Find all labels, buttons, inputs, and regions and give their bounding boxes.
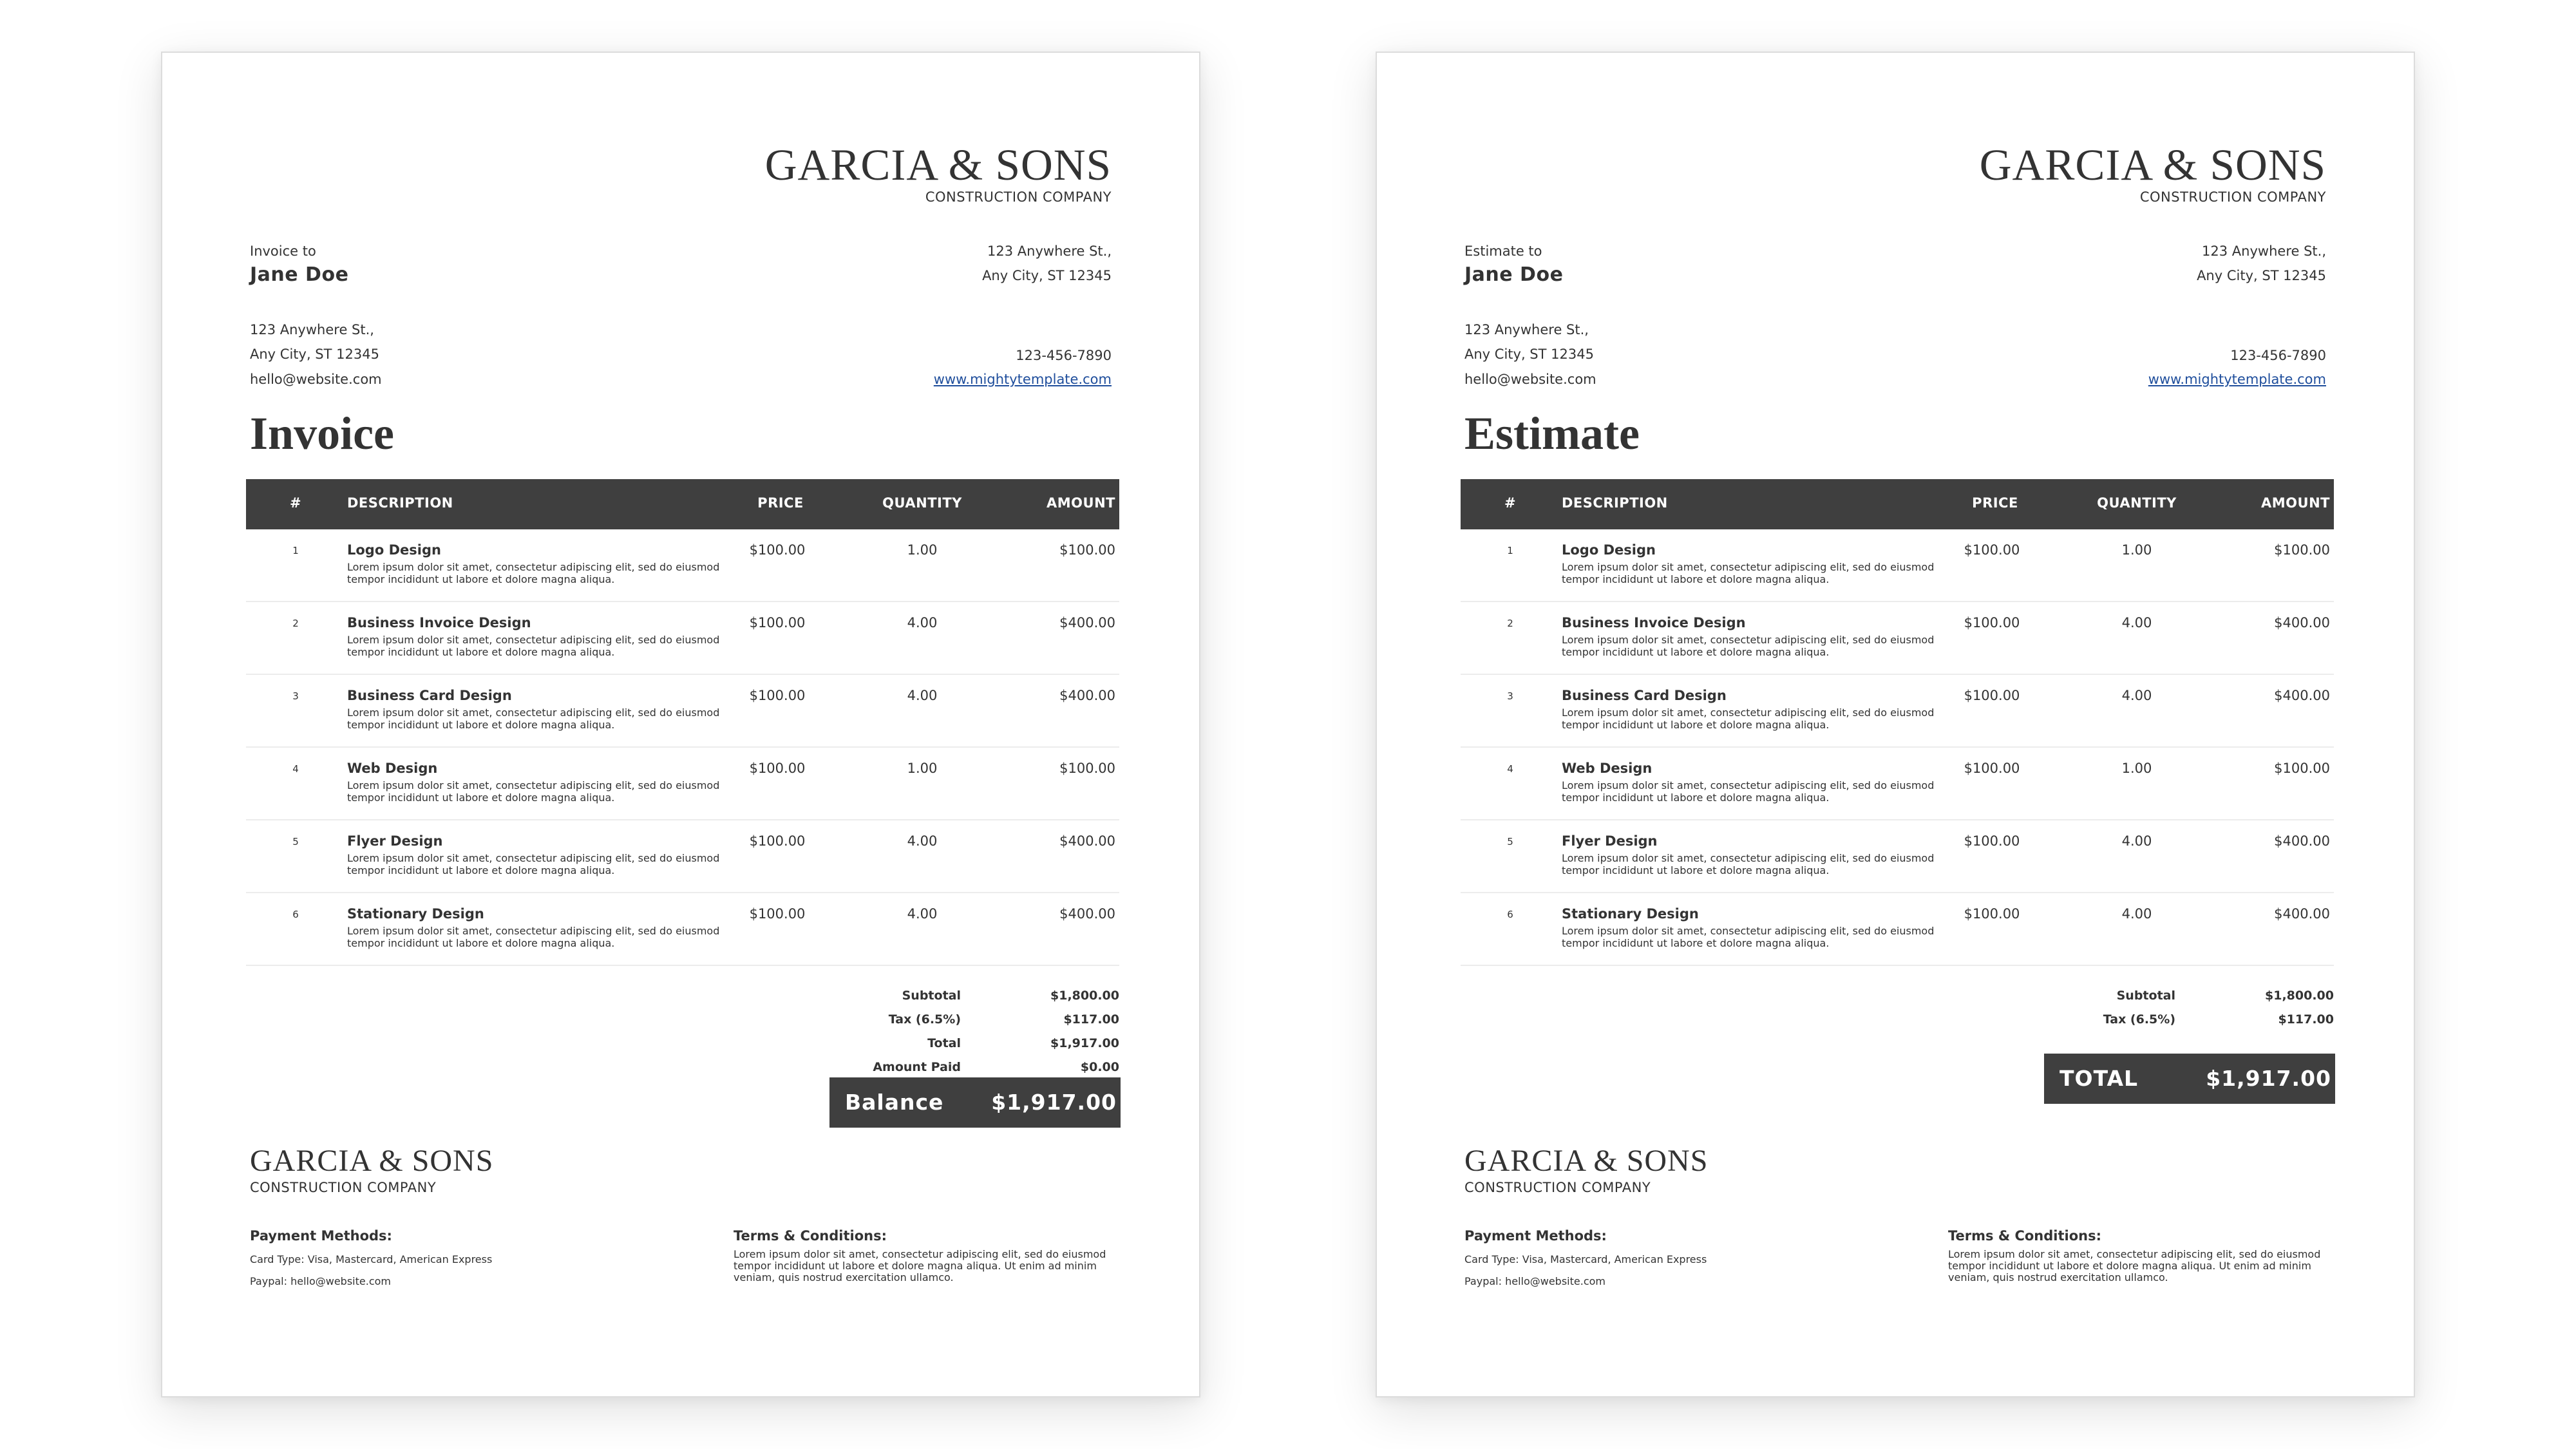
row-number: 1 [292, 545, 299, 556]
company-phone: 123-456-7890 [1016, 348, 1112, 363]
item-amount: $400.00 [2274, 833, 2330, 849]
terms-heading: Terms & Conditions: [1948, 1228, 2101, 1244]
item-description: Lorem ipsum dolor sit amet, consectetur adipiscing elit, sed do eiusmod tempor incididunt ut labore et dolore magna aliqua. [1562, 561, 1935, 585]
table-row [246, 748, 1119, 820]
footer-brand-subtitle: CONSTRUCTION COMPANY [250, 1180, 437, 1195]
item-quantity: 4.00 [2121, 906, 2152, 922]
summary-value-tax: $117.00 [2278, 1012, 2334, 1027]
client-street: 123 Anywhere St., [250, 322, 374, 337]
table-row [1461, 675, 2334, 748]
payment-card-types: Card Type: Visa, Mastercard, American Express [250, 1253, 493, 1265]
client-city: Any City, ST 12345 [250, 346, 379, 362]
item-title: Flyer Design [347, 833, 443, 849]
row-number: 5 [292, 836, 299, 848]
row-number: 1 [1507, 545, 1513, 556]
item-price: $100.00 [749, 688, 806, 703]
item-quantity: 1.00 [2121, 542, 2152, 558]
item-quantity: 1.00 [907, 542, 938, 558]
summary-value-total: $1,917.00 [1050, 1036, 1119, 1050]
summary-value-amount-paid: $0.00 [1080, 1060, 1119, 1074]
terms-text: Lorem ipsum dolor sit amet, consectetur adipiscing elit, sed do eiusmod tempor incididunt ut labore et dolore magna aliqua. Ut enim ad minim veniam, quis nostrud exercitation ullamco. [1948, 1248, 2321, 1283]
item-quantity: 4.00 [2121, 615, 2152, 630]
company-phone: 123-456-7890 [2230, 348, 2326, 363]
brand-subtitle: CONSTRUCTION COMPANY [925, 189, 1112, 205]
footer-brand-name: GARCIA & SONS [1464, 1144, 1709, 1178]
summary-value-tax: $117.00 [1063, 1012, 1119, 1027]
total-label: TOTAL [2060, 1066, 2139, 1091]
header-amount: AMOUNT [1046, 495, 1115, 511]
item-amount: $100.00 [2274, 761, 2330, 776]
summary-label-subtotal: Subtotal [902, 989, 961, 1003]
header-amount: AMOUNT [2261, 495, 2330, 511]
item-price: $100.00 [749, 542, 806, 558]
item-amount: $100.00 [1059, 542, 1115, 558]
row-number: 4 [292, 763, 299, 775]
item-title: Logo Design [1562, 542, 1656, 558]
item-quantity: 4.00 [2121, 688, 2152, 703]
brand-name: GARCIA & SONS [764, 140, 1112, 189]
company-street: 123 Anywhere St., [987, 243, 1112, 259]
table-header [246, 479, 1119, 529]
item-price: $100.00 [1964, 906, 2020, 922]
client-email: hello@website.com [250, 372, 382, 387]
item-amount: $400.00 [1059, 688, 1115, 703]
item-title: Stationary Design [347, 906, 484, 922]
item-price: $100.00 [749, 615, 806, 630]
row-number: 3 [292, 690, 299, 702]
table-row [246, 602, 1119, 675]
recipient-label: Invoice to [250, 243, 316, 259]
footer-brand-name: GARCIA & SONS [250, 1144, 494, 1178]
row-number: 2 [1507, 618, 1513, 629]
item-price: $100.00 [1964, 615, 2020, 630]
item-amount: $400.00 [1059, 615, 1115, 630]
client-name: Jane Doe [1464, 263, 1564, 286]
document-title: Estimate [1464, 408, 1640, 459]
row-number: 6 [1507, 909, 1513, 920]
company-website-link[interactable]: www.mightytemplate.com [933, 372, 1112, 387]
balance-box [829, 1077, 1121, 1128]
item-title: Logo Design [347, 542, 441, 558]
item-quantity: 1.00 [2121, 761, 2152, 776]
balance-label: Balance [845, 1090, 944, 1115]
item-description: Lorem ipsum dolor sit amet, consectetur adipiscing elit, sed do eiusmod tempor incididunt ut labore et dolore magna aliqua. [347, 561, 720, 585]
item-quantity: 4.00 [907, 615, 938, 630]
client-name: Jane Doe [250, 263, 349, 286]
item-title: Business Invoice Design [347, 615, 531, 630]
row-number: 6 [292, 909, 299, 920]
item-title: Business Card Design [347, 688, 512, 703]
payment-paypal: Paypal: hello@website.com [1464, 1275, 1605, 1287]
company-street: 123 Anywhere St., [2202, 243, 2326, 259]
document-title: Invoice [250, 408, 394, 459]
balance-value: $1,917.00 [991, 1090, 1117, 1115]
table-row [246, 893, 1119, 966]
item-amount: $400.00 [2274, 615, 2330, 630]
terms-heading: Terms & Conditions: [734, 1228, 887, 1244]
item-quantity: 4.00 [2121, 833, 2152, 849]
item-amount: $400.00 [2274, 688, 2330, 703]
item-description: Lorem ipsum dolor sit amet, consectetur adipiscing elit, sed do eiusmod tempor incididunt ut labore et dolore magna aliqua. [347, 706, 720, 731]
item-price: $100.00 [749, 833, 806, 849]
table-row [1461, 529, 2334, 602]
company-city: Any City, ST 12345 [2197, 268, 2326, 283]
payment-methods-heading: Payment Methods: [1464, 1228, 1607, 1244]
summary-label-amount-paid: Amount Paid [873, 1060, 961, 1074]
items-table [246, 479, 1119, 966]
item-amount: $100.00 [2274, 542, 2330, 558]
row-number: 4 [1507, 763, 1513, 775]
row-number: 5 [1507, 836, 1513, 848]
header-description: DESCRIPTION [1562, 495, 1668, 511]
payment-paypal: Paypal: hello@website.com [250, 1275, 391, 1287]
item-description: Lorem ipsum dolor sit amet, consectetur adipiscing elit, sed do eiusmod tempor incididunt ut labore et dolore magna aliqua. [347, 852, 720, 876]
brand-name: GARCIA & SONS [1979, 140, 2326, 189]
payment-card-types: Card Type: Visa, Mastercard, American Express [1464, 1253, 1707, 1265]
item-description: Lorem ipsum dolor sit amet, consectetur adipiscing elit, sed do eiusmod tempor incididunt ut labore et dolore magna aliqua. [347, 779, 720, 804]
summary-label-total: Total [927, 1036, 961, 1050]
footer-brand-subtitle: CONSTRUCTION COMPANY [1464, 1180, 1651, 1195]
header-price: PRICE [1972, 495, 2018, 511]
summary-value-subtotal: $1,800.00 [1050, 989, 1119, 1003]
table-row [246, 820, 1119, 893]
header-quantity: QUANTITY [882, 495, 962, 511]
header-num: # [289, 495, 302, 511]
table-row [1461, 602, 2334, 675]
item-amount: $400.00 [1059, 833, 1115, 849]
item-description: Lorem ipsum dolor sit amet, consectetur adipiscing elit, sed do eiusmod tempor incididunt ut labore et dolore magna aliqua. [347, 634, 720, 658]
item-quantity: 4.00 [907, 906, 938, 922]
header-quantity: QUANTITY [2097, 495, 2177, 511]
table-row [246, 529, 1119, 602]
client-city: Any City, ST 12345 [1464, 346, 1594, 362]
item-price: $100.00 [1964, 688, 2020, 703]
item-price: $100.00 [1964, 833, 2020, 849]
invoice-document [161, 52, 1200, 1397]
item-title: Business Invoice Design [1562, 615, 1746, 630]
item-price: $100.00 [749, 906, 806, 922]
table-row [1461, 748, 2334, 820]
row-number: 3 [1507, 690, 1513, 702]
summary-label-tax: Tax (6.5%) [888, 1012, 961, 1027]
company-website-link[interactable]: www.mightytemplate.com [2148, 372, 2326, 387]
company-city: Any City, ST 12345 [982, 268, 1112, 283]
item-description: Lorem ipsum dolor sit amet, consectetur adipiscing elit, sed do eiusmod tempor incididunt ut labore et dolore magna aliqua. [1562, 634, 1935, 658]
header-price: PRICE [757, 495, 804, 511]
row-number: 2 [292, 618, 299, 629]
item-amount: $400.00 [2274, 906, 2330, 922]
item-price: $100.00 [1964, 761, 2020, 776]
total-box [2044, 1054, 2335, 1104]
item-quantity: 1.00 [907, 761, 938, 776]
item-title: Business Card Design [1562, 688, 1727, 703]
item-amount: $400.00 [1059, 906, 1115, 922]
item-description: Lorem ipsum dolor sit amet, consectetur adipiscing elit, sed do eiusmod tempor incididunt ut labore et dolore magna aliqua. [1562, 779, 1935, 804]
summary-label-tax: Tax (6.5%) [2103, 1012, 2175, 1027]
client-email: hello@website.com [1464, 372, 1596, 387]
terms-text: Lorem ipsum dolor sit amet, consectetur adipiscing elit, sed do eiusmod tempor incididunt ut labore et dolore magna aliqua. Ut enim ad minim veniam, quis nostrud exercitation ullamco. [734, 1248, 1106, 1283]
client-street: 123 Anywhere St., [1464, 322, 1589, 337]
item-title: Web Design [347, 761, 438, 776]
item-price: $100.00 [749, 761, 806, 776]
items-table [1461, 479, 2334, 966]
item-title: Web Design [1562, 761, 1653, 776]
estimate-document [1376, 52, 2415, 1397]
table-row [1461, 820, 2334, 893]
table-row [1461, 893, 2334, 966]
item-title: Flyer Design [1562, 833, 1658, 849]
item-quantity: 4.00 [907, 833, 938, 849]
table-row [246, 675, 1119, 748]
item-description: Lorem ipsum dolor sit amet, consectetur adipiscing elit, sed do eiusmod tempor incididunt ut labore et dolore magna aliqua. [1562, 925, 1935, 949]
summary-value-subtotal: $1,800.00 [2265, 989, 2334, 1003]
recipient-label: Estimate to [1464, 243, 1542, 259]
item-price: $100.00 [1964, 542, 2020, 558]
header-description: DESCRIPTION [347, 495, 453, 511]
payment-methods-heading: Payment Methods: [250, 1228, 392, 1244]
brand-subtitle: CONSTRUCTION COMPANY [2139, 189, 2326, 205]
item-description: Lorem ipsum dolor sit amet, consectetur adipiscing elit, sed do eiusmod tempor incididunt ut labore et dolore magna aliqua. [347, 925, 720, 949]
total-value: $1,917.00 [2206, 1066, 2331, 1091]
item-amount: $100.00 [1059, 761, 1115, 776]
item-description: Lorem ipsum dolor sit amet, consectetur adipiscing elit, sed do eiusmod tempor incididunt ut labore et dolore magna aliqua. [1562, 706, 1935, 731]
item-title: Stationary Design [1562, 906, 1699, 922]
table-header [1461, 479, 2334, 529]
header-num: # [1504, 495, 1517, 511]
summary-label-subtotal: Subtotal [2116, 989, 2175, 1003]
item-quantity: 4.00 [907, 688, 938, 703]
item-description: Lorem ipsum dolor sit amet, consectetur adipiscing elit, sed do eiusmod tempor incididunt ut labore et dolore magna aliqua. [1562, 852, 1935, 876]
